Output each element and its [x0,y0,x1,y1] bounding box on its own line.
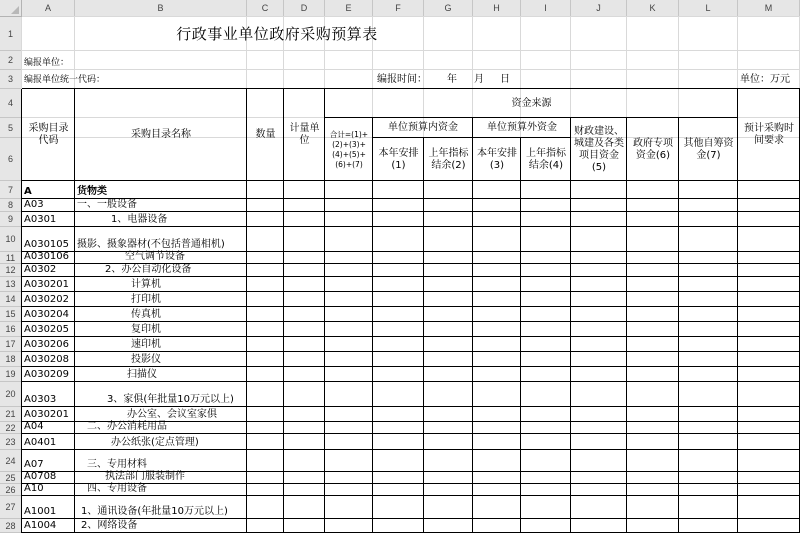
column-header[interactable]: J [571,0,627,17]
report-date-label[interactable]: 编报时间： [377,73,427,85]
column-header[interactable]: E [325,0,373,17]
header-code[interactable]: 采购目录代码 [28,123,69,146]
row-header[interactable]: 24 [0,450,22,472]
catalog-name-cell[interactable]: 货物类 [77,186,107,197]
row-header[interactable]: 7 [0,181,22,199]
row-header[interactable]: 27 [0,496,22,519]
catalog-code-cell[interactable]: A030209 [24,369,70,380]
row-header[interactable]: 16 [0,322,22,337]
row-header[interactable]: 11 [0,252,22,264]
header-year-alloc-3[interactable]: 本年安排(3) [477,147,517,171]
catalog-name-cell[interactable]: 三、专用材料 [87,459,147,470]
catalog-code-cell[interactable]: A030204 [24,309,70,320]
day-label[interactable]: 日 [500,73,510,85]
catalog-name-cell[interactable]: 1、电器设备 [111,214,168,225]
row-header[interactable]: 3 [0,70,22,89]
header-fiscal-fund[interactable]: 财政建设、城建及各类项目资金(5) [574,125,624,173]
row-header[interactable]: 26 [0,484,22,496]
row-header[interactable]: 19 [0,367,22,382]
header-self-raised[interactable]: 其他自筹资金(7) [683,137,734,161]
row-header[interactable]: 28 [0,519,22,533]
catalog-code-cell[interactable]: A1001 [24,506,57,517]
row-header[interactable]: 10 [0,227,22,252]
column-header[interactable]: C [247,0,284,17]
catalog-name-cell[interactable]: 计算机 [131,279,161,290]
row-header[interactable]: 2 [0,51,22,70]
row-header[interactable]: 21 [0,407,22,422]
catalog-code-cell[interactable]: A0401 [24,437,57,448]
row-header[interactable]: 9 [0,212,22,227]
catalog-code-cell[interactable]: A [24,186,32,197]
row-header[interactable]: 14 [0,292,22,307]
catalog-name-cell[interactable]: 扫描仪 [127,369,157,380]
catalog-name-cell[interactable]: 办公纸张(定点管理) [111,437,199,448]
catalog-name-cell[interactable]: 二、办公消耗用品 [87,421,167,432]
column-header[interactable]: I [521,0,571,17]
catalog-name-cell[interactable]: 复印机 [131,324,161,335]
catalog-name-cell[interactable]: 速印机 [131,339,161,350]
row-header[interactable]: 15 [0,307,22,322]
header-carry-over-4[interactable]: 上年指标结余(4) [526,147,566,171]
catalog-code-cell[interactable]: A03 [24,199,44,210]
currency-unit-label[interactable]: 单位：万元 [740,73,790,85]
catalog-code-cell[interactable]: A030202 [24,294,70,305]
catalog-code-cell[interactable]: A030201 [24,409,70,420]
row-header[interactable]: 8 [0,199,22,212]
catalog-name-cell[interactable]: 执法部门服装制作 [105,471,185,482]
column-header[interactable]: G [424,0,473,17]
catalog-name-cell[interactable]: 投影仪 [131,354,161,365]
header-carry-over-2[interactable]: 上年指标结余(2) [428,147,469,171]
column-header[interactable]: A [22,0,75,17]
row-header[interactable]: 18 [0,352,22,367]
catalog-code-cell[interactable]: A030206 [24,339,70,350]
header-plan-time[interactable]: 预计采购时间要求 [744,123,794,146]
catalog-code-cell[interactable]: A0302 [24,264,57,275]
row-header[interactable]: 5 [0,118,22,138]
row-header[interactable]: 4 [0,89,22,118]
header-special-fund[interactable]: 政府专项资金(6) [633,137,673,161]
row-header[interactable]: 13 [0,277,22,292]
unit-code-label[interactable]: 编报单位统一代码： [24,74,106,85]
select-all-corner[interactable] [0,0,22,17]
catalog-code-cell[interactable]: A0303 [24,394,57,405]
row-header[interactable]: 17 [0,337,22,352]
catalog-code-cell[interactable]: A07 [24,459,44,470]
header-name[interactable]: 采购目录名称 [131,129,191,140]
catalog-code-cell[interactable]: A10 [24,483,44,494]
catalog-name-cell[interactable]: 四、专用设备 [87,483,147,494]
catalog-code-cell[interactable]: A04 [24,421,44,432]
column-header[interactable]: K [627,0,679,17]
header-fund-source[interactable]: 资金来源 [511,97,552,109]
column-header[interactable]: L [679,0,738,17]
catalog-code-cell[interactable]: A030208 [24,354,70,365]
catalog-code-cell[interactable]: A030205 [24,324,70,335]
column-header[interactable]: M [738,0,800,17]
catalog-code-cell[interactable]: A1004 [24,520,57,531]
header-in-budget[interactable]: 单位预算内资金 [388,122,458,133]
year-label[interactable]: 年 [447,73,457,85]
column-header[interactable]: H [473,0,521,17]
column-header[interactable]: B [75,0,247,17]
sheet-title[interactable]: 行政事业单位政府采购预算表 [176,25,378,43]
report-unit-label[interactable]: 编报单位： [24,58,70,68]
month-label[interactable]: 月 [474,73,484,85]
catalog-name-cell[interactable]: 办公室、会议室家俱 [127,409,217,420]
catalog-code-cell[interactable]: A0301 [24,214,57,225]
catalog-code-cell[interactable]: A030105 [24,239,70,250]
catalog-code-cell[interactable]: A0708 [24,471,57,482]
header-out-budget[interactable]: 单位预算外资金 [487,122,557,133]
column-header[interactable]: D [284,0,325,17]
header-total[interactable]: 合计=(1)+(2)+(3)+(4)+(5)+(6)+(7) [329,129,369,169]
catalog-name-cell[interactable]: 空气调节设备 [125,251,185,262]
row-header[interactable]: 12 [0,264,22,277]
catalog-name-cell[interactable]: 2、办公自动化设备 [105,264,192,275]
header-year-alloc-1[interactable]: 本年安排(1) [378,147,419,171]
row-header[interactable]: 23 [0,434,22,450]
row-header[interactable]: 1 [0,17,22,51]
header-quantity[interactable]: 数量 [255,129,276,140]
catalog-name-cell[interactable]: 2、网络设备 [81,520,138,531]
cell-grid[interactable] [22,17,800,533]
catalog-name-cell[interactable]: 1、通讯设备(年批量10万元以上) [81,506,228,517]
catalog-name-cell[interactable]: 传真机 [131,309,161,320]
catalog-code-cell[interactable]: A030201 [24,279,70,290]
header-measure-unit[interactable]: 计量单位 [289,123,320,146]
catalog-name-cell[interactable]: 打印机 [131,294,161,305]
column-header[interactable]: F [373,0,424,17]
catalog-name-cell[interactable]: 3、家俱(年批量10万元以上) [107,394,234,405]
row-header[interactable]: 6 [0,138,22,181]
row-header[interactable]: 20 [0,382,22,407]
row-header[interactable]: 22 [0,422,22,434]
catalog-name-cell[interactable]: 摄影、摄象器材(不包括普通相机) [77,239,225,250]
row-header[interactable]: 25 [0,472,22,484]
catalog-code-cell[interactable]: A030106 [24,251,70,262]
catalog-name-cell[interactable]: 一、一般设备 [77,199,137,210]
